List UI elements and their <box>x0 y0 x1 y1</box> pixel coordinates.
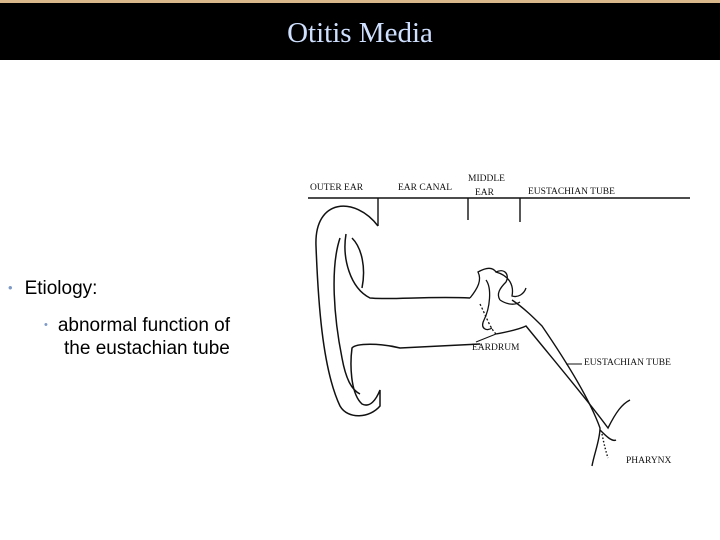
label-eustachian-tube-top: EUSTACHIAN TUBE <box>528 187 615 197</box>
label-eardrum: EARDRUM <box>472 343 520 353</box>
ear-anatomy-diagram <box>300 168 690 478</box>
bullet-etiology <box>8 278 97 300</box>
label-ear: EAR <box>475 188 494 198</box>
bullet-marker-icon: • <box>44 319 48 331</box>
label-eustachian-tube-side: EUSTACHIAN TUBE <box>584 358 671 368</box>
eustachian-tube-drawing <box>496 300 630 466</box>
title-bar <box>0 0 720 60</box>
label-pharynx: PHARYNX <box>626 456 672 466</box>
outer-ear-drawing <box>316 206 480 416</box>
label-outer-ear: OUTER EAR <box>310 183 364 193</box>
slide-title: Otitis Media <box>287 17 433 49</box>
label-ear-canal: EAR CANAL <box>398 183 453 193</box>
middle-ear-drawing <box>470 268 526 334</box>
bullet-marker-icon: • <box>8 280 13 295</box>
bullet-abnormal-function-line2: the eustachian tube <box>64 338 230 359</box>
bullet-abnormal-function <box>44 314 284 360</box>
diagram-header-rule <box>308 198 690 226</box>
bullet-etiology-text: Etiology: <box>24 278 98 299</box>
label-middle: MIDDLE <box>468 174 505 184</box>
bullet-abnormal-function-line1: abnormal function of <box>57 315 231 336</box>
